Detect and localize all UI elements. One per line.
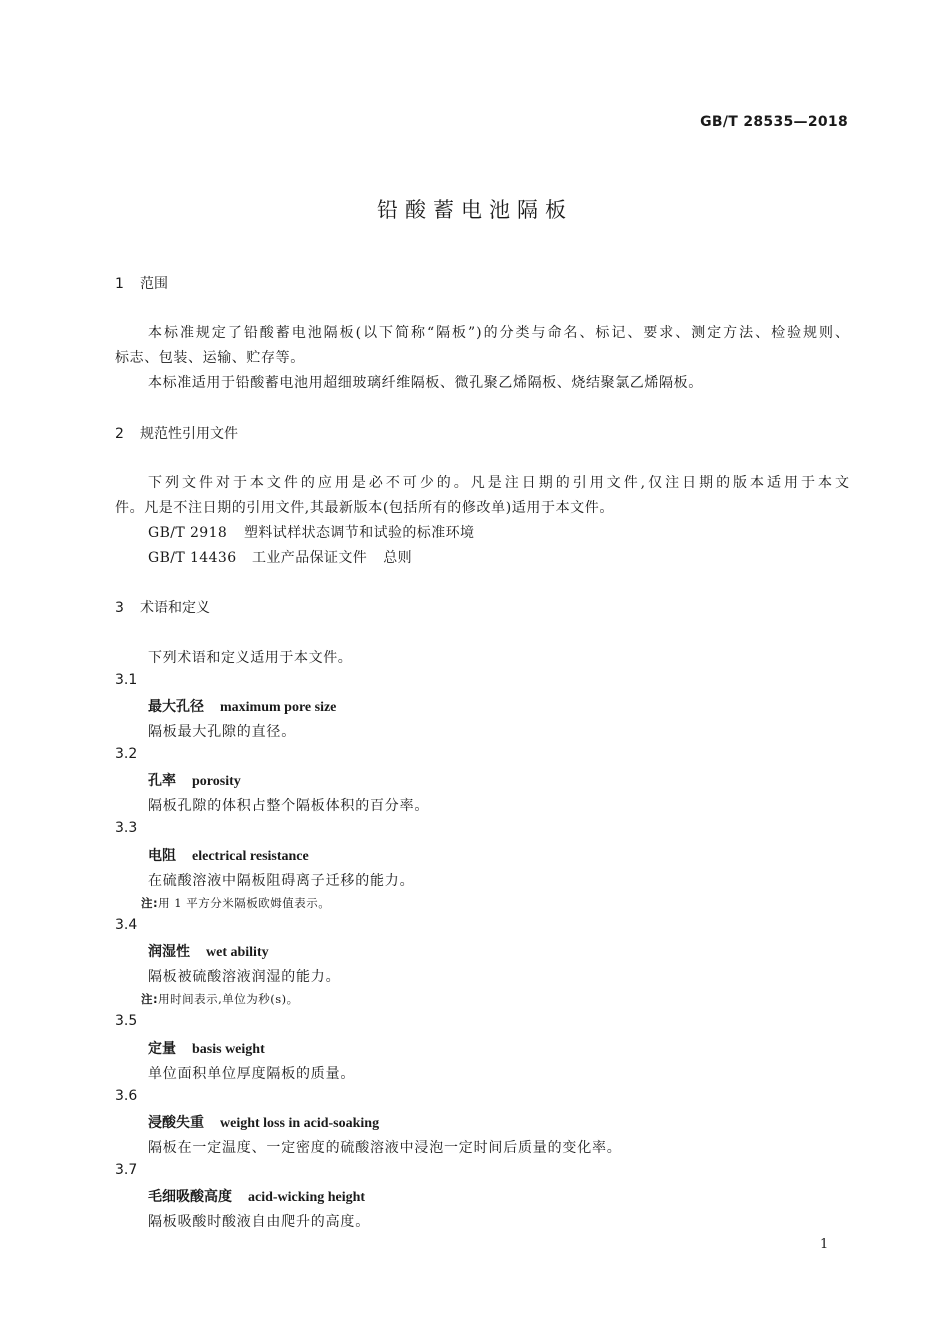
section-3-intro: 下列术语和定义适用于本文件。 bbox=[148, 650, 353, 666]
term-en: basis weight bbox=[192, 1042, 265, 1057]
reference-code: GB/T 2918 bbox=[148, 525, 228, 541]
term-3-6-number: 3.6 bbox=[115, 1088, 138, 1104]
term-3-7-definition: 隔板吸酸时酸液自由爬升的高度。 bbox=[148, 1214, 370, 1230]
term-zh: 定量 bbox=[148, 1041, 176, 1057]
term-3-5-number: 3.5 bbox=[115, 1013, 138, 1029]
section-1-para2: 本标准适用于铅酸蓄电池用超细玻璃纤维隔板、微孔聚乙烯隔板、烧结聚氯乙烯隔板。 bbox=[148, 375, 703, 391]
document-title: 铅酸蓄电池隔板 bbox=[377, 198, 573, 222]
term-3-1-name bbox=[148, 696, 336, 716]
term-3-4-name bbox=[148, 941, 269, 961]
standard-number: GB/T 28535—2018 bbox=[700, 114, 848, 130]
term-3-7-name bbox=[148, 1186, 365, 1206]
term-3-3-definition: 在硫酸溶液中隔板阻碍离子迁移的能力。 bbox=[148, 873, 415, 889]
term-3-2-number: 3.2 bbox=[115, 746, 138, 762]
section-1-para1-line2: 标志、包装、运输、贮存等。 bbox=[115, 350, 305, 366]
term-en: wet ability bbox=[206, 945, 269, 960]
term-3-3-number: 3.3 bbox=[115, 820, 138, 836]
term-zh: 孔率 bbox=[148, 773, 176, 789]
reference-gbt-2918 bbox=[148, 522, 474, 542]
term-3-4-definition: 隔板被硫酸溶液润湿的能力。 bbox=[148, 969, 341, 985]
term-zh: 浸酸失重 bbox=[148, 1115, 204, 1131]
term-3-2-name bbox=[148, 770, 241, 790]
term-zh: 毛细吸酸高度 bbox=[148, 1189, 232, 1205]
term-3-6-name bbox=[148, 1112, 379, 1132]
note-label: 注: bbox=[141, 896, 159, 910]
section-1-number: 1 bbox=[115, 276, 124, 292]
term-3-6-definition: 隔板在一定温度、一定密度的硫酸溶液中浸泡一定时间后质量的变化率。 bbox=[148, 1140, 622, 1156]
section-1-para1-line1: 本标准规定了铅酸蓄电池隔板(以下简称“隔板”)的分类与命名、标记、要求、测定方法、检验规则、 bbox=[148, 325, 850, 341]
term-3-3-note bbox=[141, 895, 330, 911]
term-3-7-number: 3.7 bbox=[115, 1162, 138, 1178]
note-text: 用时间表示,单位为秒(s)。 bbox=[158, 992, 299, 1006]
section-2-number: 2 bbox=[115, 426, 124, 442]
term-en: porosity bbox=[192, 774, 241, 789]
reference-title: 工业产品保证文件 bbox=[252, 550, 368, 566]
term-zh: 最大孔径 bbox=[148, 699, 204, 715]
note-text: 用 1 平方分米隔板欧姆值表示。 bbox=[158, 896, 331, 910]
section-2-heading bbox=[115, 423, 238, 443]
section-3-heading bbox=[115, 597, 210, 617]
term-3-2-definition: 隔板孔隙的体积占整个隔板体积的百分率。 bbox=[148, 798, 430, 814]
reference-gbt-14436 bbox=[148, 547, 412, 567]
reference-code: GB/T 14436 bbox=[148, 550, 237, 566]
term-3-4-number: 3.4 bbox=[115, 917, 138, 933]
term-zh: 润湿性 bbox=[148, 944, 190, 960]
term-3-4-note bbox=[141, 991, 299, 1007]
term-en: acid-wicking height bbox=[248, 1190, 366, 1205]
note-label: 注: bbox=[141, 992, 159, 1006]
term-3-5-name bbox=[148, 1038, 265, 1058]
reference-suffix: 总则 bbox=[383, 550, 413, 566]
term-3-1-number: 3.1 bbox=[115, 672, 138, 688]
term-3-5-definition: 单位面积单位厚度隔板的质量。 bbox=[148, 1066, 356, 1082]
section-1-heading bbox=[115, 273, 168, 293]
section-3-number: 3 bbox=[115, 600, 124, 616]
page-number: 1 bbox=[820, 1237, 829, 1252]
section-3-title: 术语和定义 bbox=[140, 600, 210, 616]
section-2-title: 规范性引用文件 bbox=[140, 426, 238, 442]
section-2-para-line1: 下列文件对于本文件的应用是必不可少的。凡是注日期的引用文件,仅注日期的版本适用于本文 bbox=[148, 475, 850, 491]
section-1-title: 范围 bbox=[140, 276, 168, 292]
section-2-para-line2: 件。凡是不注日期的引用文件,其最新版本(包括所有的修改单)适用于本文件。 bbox=[115, 500, 614, 516]
term-en: electrical resistance bbox=[192, 849, 309, 864]
term-en: weight loss in acid-soaking bbox=[220, 1116, 380, 1131]
term-zh: 电阻 bbox=[148, 848, 176, 864]
term-3-3-name bbox=[148, 845, 309, 865]
term-en: maximum pore size bbox=[220, 700, 337, 715]
term-3-1-definition: 隔板最大孔隙的直径。 bbox=[148, 724, 296, 740]
reference-title: 塑料试样状态调节和试验的标准环境 bbox=[244, 525, 475, 541]
